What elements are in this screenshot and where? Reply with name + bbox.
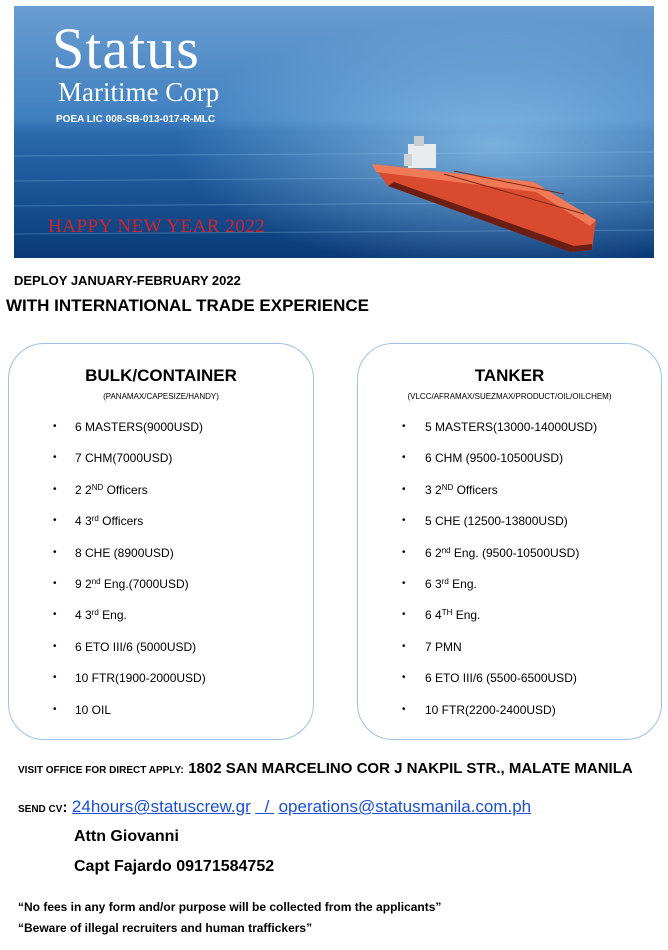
position-text-rest: Officers [453,482,498,497]
position-text: 10 FTR(2200-2400USD) [425,702,556,717]
position-item [358,576,661,607]
bullet-icon: • [402,421,406,432]
position-item [358,513,661,544]
position-item [358,419,661,450]
position-text: 6 3 [425,576,442,591]
ordinal-suffix: nd [441,545,451,555]
ordinal-suffix: TH [441,608,453,618]
contact-attn: Attn Giovanni [74,828,179,845]
bullet-icon: • [402,640,406,652]
position-text: 4 3 [75,514,92,529]
position-text-rest: Officers [103,482,148,497]
bullet-icon: • [53,452,57,464]
bullet-icon: • [402,452,406,464]
position-text: 8 CHE (8900USD) [75,545,174,560]
send-cv-line [18,797,531,817]
position-text: 6 ETO III/6 (5500-6500USD) [425,671,577,686]
position-text: 6 4 [425,608,442,623]
license-number: POEA LIC 008-SB-013-017-R-MLC [56,114,216,125]
ordinal-suffix: ND [91,482,104,492]
position-text: 7 CHM(7000USD) [75,451,173,466]
position-item [9,670,313,701]
bulk-position-list [9,419,313,733]
position-item [358,702,661,733]
position-text: 6 CHM (9500-10500USD) [425,451,564,466]
position-text-rest: Eng.(7000USD) [100,576,189,591]
position-item [9,702,313,733]
position-text: 6 ETO III/6 (5000USD) [75,639,197,654]
position-text: 6 MASTERS(9000USD) [75,420,204,434]
bullet-icon: • [402,609,406,621]
bullet-icon: • [53,421,57,432]
position-item [9,607,313,638]
position-text: 2 2 [75,482,92,497]
tanker-card-title: TANKER [474,366,545,385]
position-text: 5 CHE (12500-13800USD) [425,514,568,529]
position-item [358,482,661,513]
bullet-icon: • [402,672,406,684]
position-text-rest: Eng. (9500-10500USD) [450,545,580,560]
bullet-icon: • [53,515,57,527]
tanker-position-list [358,419,661,733]
new-year-greeting: HAPPY NEW YEAR 2022 [48,216,266,237]
ordinal-suffix: rd [441,576,449,586]
header-banner [14,6,654,258]
ordinal-suffix: ND [441,482,454,492]
tanker-card-subtitle: (VLCC/AFRAMAX/SUEZMAX/PRODUCT/OIL/OILCHEM) [407,392,612,401]
illegal-recruiters-warning: “Beware of illegal recruiters and human traffickers” [18,921,313,935]
no-fees-notice: “No fees in any form and/or purpose will be collected from the applicants” [18,900,442,914]
position-text-rest: Eng. [448,576,477,591]
position-item [9,576,313,607]
email-link-statuscrew[interactable]: 24hours@statuscrew.gr [71,797,251,816]
position-text: 7 PMN [425,639,462,654]
email-separator [255,797,274,816]
position-item [9,450,313,481]
bullet-icon: • [53,672,57,684]
position-text: 10 FTR(1900-2000USD) [75,671,206,686]
tanker-card [357,343,662,740]
position-item [9,513,313,544]
position-item [9,482,313,513]
ordinal-suffix: rd [91,514,99,524]
send-cv-colon: : [62,799,68,816]
bullet-icon: • [402,703,406,715]
bullet-icon: • [53,640,57,652]
bullet-icon: • [53,546,57,558]
position-item [358,639,661,670]
bullet-icon: • [53,483,57,495]
company-logo-wordmark: Status [52,16,200,81]
bullet-icon: • [402,577,406,589]
bullet-icon: • [402,483,406,495]
position-text: 9 2 [75,576,92,591]
position-text-rest: Eng. [98,608,127,623]
position-item [358,450,661,481]
ordinal-suffix: rd [91,608,99,618]
bullet-icon: • [53,609,57,621]
position-item [358,545,661,576]
position-item [9,419,313,450]
bullet-icon: • [53,703,57,715]
bulk-card-title: BULK/CONTAINER [85,366,237,385]
ordinal-suffix: nd [91,576,101,586]
position-text-rest: Eng. [452,608,481,623]
position-item [9,545,313,576]
position-item [9,639,313,670]
position-text: 5 MASTERS(13000-14000USD) [425,420,598,434]
contact-captain-phone: Capt Fajardo 09171584752 [74,858,275,875]
position-item [358,607,661,638]
visit-label: VISIT OFFICE FOR DIRECT APPLY: [18,765,184,776]
position-text: 10 OIL [75,702,112,717]
visit-office-line [18,760,633,778]
tanker-ship-image [364,134,604,254]
email-link-statusmanila[interactable]: operations@statusmanila.com.ph [278,797,532,816]
bulk-card-subtitle: (PANAMAX/CAPESIZE/HANDY) [103,392,219,401]
bullet-icon: • [53,577,57,589]
bullet-icon: • [402,546,406,558]
separator-char: / [264,797,270,816]
company-logo-subtitle: Maritime Corp [58,77,220,107]
send-cv-label: SEND CV [18,804,63,815]
deploy-period: DEPLOY JANUARY-FEBRUARY 2022 [14,273,241,288]
position-text: 4 3 [75,608,92,623]
position-item [358,670,661,701]
bulk-container-card [8,343,314,740]
office-address: 1802 SAN MARCELINO COR J NAKPIL STR., MALATE MANILA [188,760,633,777]
position-text-rest: Officers [98,514,144,529]
experience-heading: WITH INTERNATIONAL TRADE EXPERIENCE [6,296,369,315]
position-text: 3 2 [425,482,442,497]
bullet-icon: • [402,515,406,527]
position-text: 6 2 [425,545,442,560]
